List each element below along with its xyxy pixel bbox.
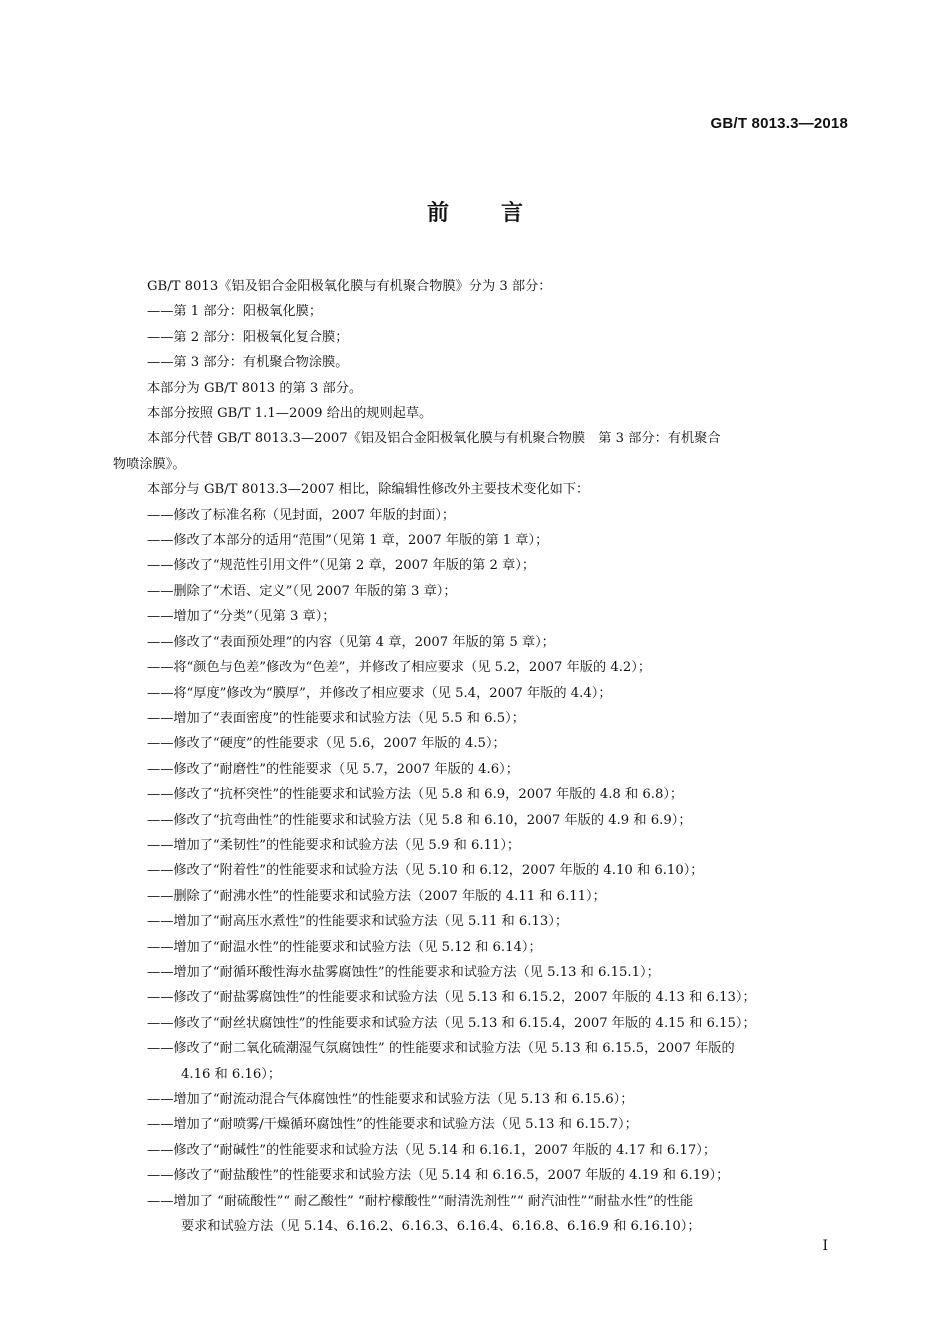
change-item-line2: 要求和试验方法（见 5.14、6.16.2、6.16.3、6.16.4、6.16.8、6.16.9 和 6.16.10）； xyxy=(181,1219,701,1235)
change-item-wrapped xyxy=(113,1036,849,1087)
change-item: ——增加了“耐喷雾/干燥循环腐蚀性”的性能要求和试验方法（见 5.13 和 6.15.7）； xyxy=(147,1117,638,1133)
change-item-line1: ——修改了“耐二氧化硫潮湿气氛腐蚀性” 的性能要求和试验方法（见 5.13 和 6.15.5，2007 年版的 xyxy=(147,1041,735,1057)
change-item: ——增加了“耐循环酸性海水盐雾腐蚀性”的性能要求和试验方法（见 5.13 和 6.15.1）； xyxy=(147,964,660,980)
change-item: ——将“厚度”修改为“膜厚”，并修改了相应要求（见 5.4，2007 年版的 4.4）； xyxy=(147,685,612,701)
foreword-body xyxy=(113,274,849,1239)
paragraph: 本部分与 GB/T 8013.3—2007 相比，除编辑性修改外主要技术变化如下： xyxy=(147,482,590,498)
change-item: ——修改了“耐盐雾腐蚀性”的性能要求和试验方法（见 5.13 和 6.15.2，2007 年版的 4.13 和 6.13）； xyxy=(147,990,756,1006)
change-item: ——修改了“耐丝状腐蚀性”的性能要求和试验方法（见 5.13 和 6.15.4，2007 年版的 4.15 和 6.15）； xyxy=(147,1015,756,1031)
change-item: ——修改了“耐盐酸性”的性能要求和试验方法（见 5.14 和 6.16.5，2007 年版的 4.19 和 6.19）； xyxy=(147,1168,730,1184)
change-item: ——增加了“耐高压水煮性”的性能要求和试验方法（见 5.11 和 6.13）； xyxy=(147,914,569,930)
change-item-line2: 4.16 和 6.16）； xyxy=(181,1066,282,1082)
part-list-item: ——第 1 部分：阳极氧化膜； xyxy=(147,304,323,320)
change-item: ——修改了本部分的适用“范围”（见第 1 章，2007 年版的第 1 章）； xyxy=(147,533,549,549)
paragraph-replace-line2: 物喷涂膜》。 xyxy=(113,456,186,472)
change-item: ——修改了“硬度”的性能要求（见 5.6，2007 年版的 4.5）； xyxy=(147,736,506,752)
change-item: ——增加了“分类”（见第 3 章）； xyxy=(147,609,336,625)
part-list-item: ——第 2 部分：阳极氧化复合膜； xyxy=(147,329,349,345)
intro-paragraph: GB/T 8013《铝及铝合金阳极氧化膜与有机聚合物膜》分为 3 部分： xyxy=(147,279,552,294)
change-item: ——修改了“附着性”的性能要求和试验方法（见 5.10 和 6.12，2007 年版的 4.10 和 6.10）； xyxy=(147,863,704,879)
change-item: ——将“颜色与色差”修改为“色差”，并修改了相应要求（见 5.2，2007 年版的 4.2）； xyxy=(147,660,652,676)
change-item-wrapped xyxy=(113,1189,849,1240)
change-item: ——增加了“表面密度”的性能要求和试验方法（见 5.5 和 6.5）； xyxy=(147,710,525,726)
change-item: ——增加了“柔韧性”的性能要求和试验方法（见 5.9 和 6.11）； xyxy=(147,837,521,853)
change-item: ——增加了“耐温水性”的性能要求和试验方法（见 5.12 和 6.14）； xyxy=(147,939,542,955)
change-item: ——修改了“抗弯曲性”的性能要求和试验方法（见 5.8 和 6.10，2007 年版的 4.9 和 6.9）； xyxy=(147,812,692,828)
paragraph: 本部分为 GB/T 8013 的第 3 部分。 xyxy=(147,380,363,396)
change-item-line1: ——增加了 “耐硫酸性”“ 耐乙酸性” “耐柠檬酸性”“耐清洗剂性”“ 耐汽油性”“耐盐水性”的性能 xyxy=(147,1193,694,1209)
standard-code: GB/T 8013.3—2018 xyxy=(710,115,848,132)
change-item: ——修改了“表面预处理”的内容（见第 4 章，2007 年版的第 5 章）； xyxy=(147,634,555,650)
change-item: ——增加了“耐流动混合气体腐蚀性”的性能要求和试验方法（见 5.13 和 6.15.6）； xyxy=(147,1092,634,1107)
change-item: ——删除了“耐沸水性”的性能要求和试验方法（2007 年版的 4.11 和 6.11）； xyxy=(147,888,606,904)
change-item: ——删除了“术语、定义”（见 2007 年版的第 3 章）； xyxy=(147,583,457,599)
paragraph: 本部分按照 GB/T 1.1—2009 给出的规则起草。 xyxy=(147,406,433,422)
change-item: ——修改了“耐碱性”的性能要求和试验方法（见 5.14 和 6.16.1，2007 年版的 4.17 和 6.17）； xyxy=(147,1142,717,1158)
page-title: 前言 xyxy=(426,201,575,226)
paragraph-replace-line1: 本部分代替 GB/T 8013.3—2007《铝及铝合金阳极氧化膜与有机聚合物膜 第 3 部分：有机聚合 xyxy=(147,431,721,447)
part-list-item: ——第 3 部分：有机聚合物涂膜。 xyxy=(147,355,349,371)
change-item: ——修改了“抗杯突性”的性能要求和试验方法（见 5.8 和 6.9，2007 年版的 4.8 和 6.8）； xyxy=(147,787,684,803)
page-number: I xyxy=(822,1238,828,1254)
change-item: ——修改了“耐磨性”的性能要求（见 5.7，2007 年版的 4.6）； xyxy=(147,761,519,777)
change-item: ——修改了标准名称（见封面，2007 年版的封面）； xyxy=(147,507,456,523)
change-item: ——修改了“规范性引用文件”（见第 2 章，2007 年版的第 2 章）； xyxy=(147,558,536,574)
